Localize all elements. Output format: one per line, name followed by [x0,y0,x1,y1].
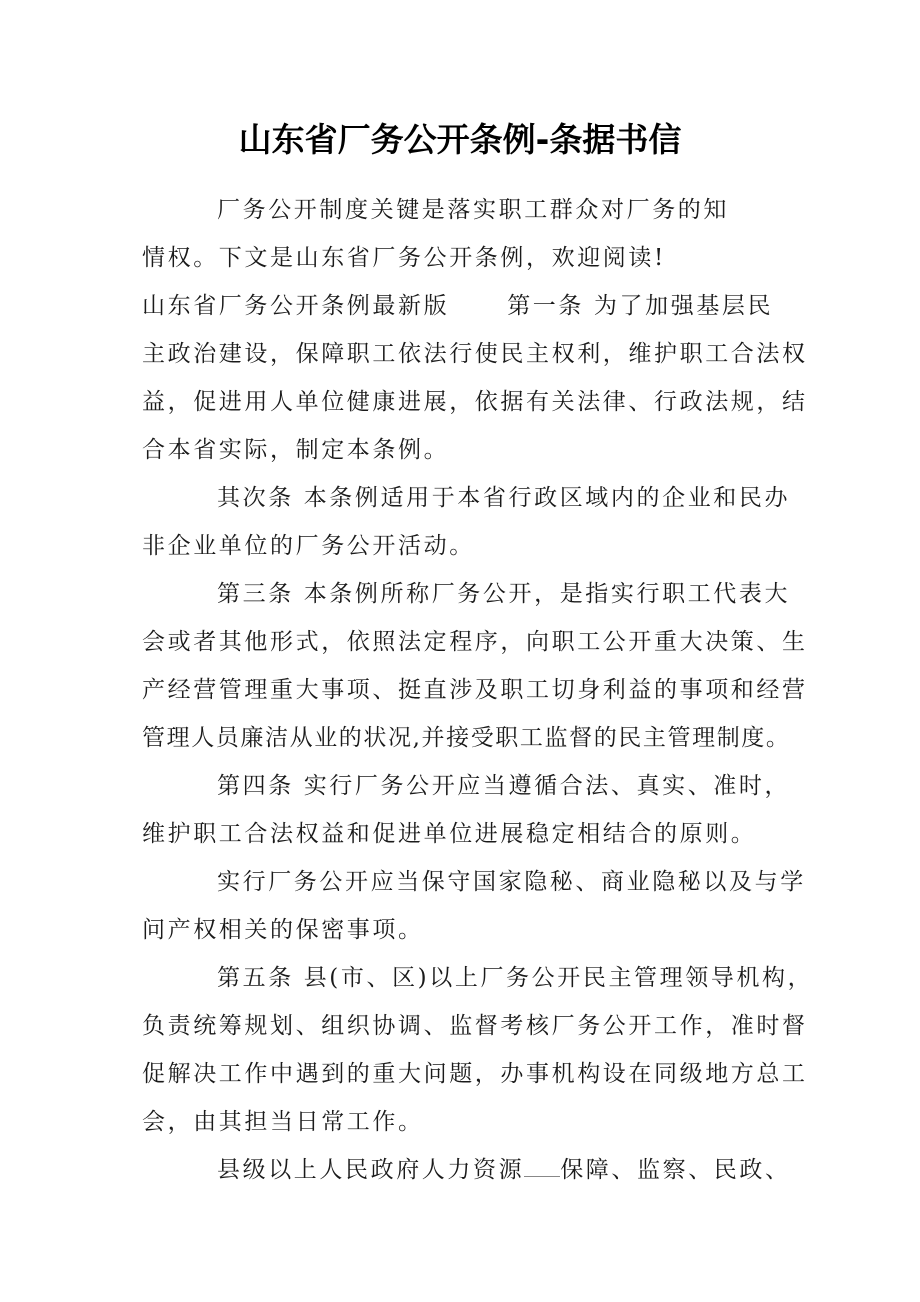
paragraph-line: 促解决工作中遇到的重大问题，办事机构设在同级地方总工 [142,1061,808,1087]
article-text: 县级以上人民政府人力资源 [217,1157,525,1183]
paragraph-line: 第四条 实行厂务公开应当遵循合法、真实、准时， [217,773,791,799]
document-body [142,186,814,1194]
document-title: 山东省厂务公开条例-条据书信 [238,120,682,159]
fill-in-blank [524,1158,560,1177]
paragraph-line: 益，促进用人单位健康进展，依据有关法律、行政法规，结 [142,389,808,415]
paragraph-line: 实行厂务公开应当保守国家隐秘、商业隐秘以及与学 [217,869,806,895]
paragraph-line: 第五条 县(市、区)以上厂务公开民主管理领导机构， [217,965,814,991]
paragraph-line [142,1146,791,1194]
paragraph-line: 管理人员廉洁从业的状况,并接受职工监督的民主管理制度。 [142,725,791,751]
paragraph-line: 会或者其他形式，依照法定程序，向职工公开重大决策、生 [142,629,808,655]
section-heading: 山东省厂务公开条例最新版 [142,293,450,319]
article-text: 保障、监察、民政、 [560,1157,791,1183]
paragraph-line: 会，由其担当日常工作。 [142,1109,424,1135]
paragraph-line: 负责统筹规划、组织协调、监督考核厂务公开工作，准时督 [142,1013,808,1039]
paragraph-line: 问产权相关的保密事项。 [142,917,424,943]
paragraph-line: 其次条 本条例适用于本省行政区域内的企业和民办 [217,485,791,511]
paragraph-line: 非企业单位的厂务公开活动。 [142,533,475,559]
article-text: 第一条 为了加强基层民 [507,293,774,319]
paragraph-line: 情权。下文是山东省厂务公开条例，欢迎阅读! [142,245,666,271]
paragraph-line: 合本省实际，制定本条例。 [142,437,450,463]
paragraph-line [142,282,782,330]
paragraph-line: 产经营管理重大事项、挺直涉及职工切身利益的事项和经营 [142,677,808,703]
paragraph-line: 维护职工合法权益和促进单位进展稳定相结合的原则。 [142,821,757,847]
paragraph-line: 主政治建设，保障职工依法行使民主权利，维护职工合法权 [142,341,808,367]
paragraph-line: 厂务公开制度关键是落实职工群众对厂务的知 [217,197,729,223]
paragraph-line: 第三条 本条例所称厂务公开，是指实行职工代表大 [217,581,791,607]
